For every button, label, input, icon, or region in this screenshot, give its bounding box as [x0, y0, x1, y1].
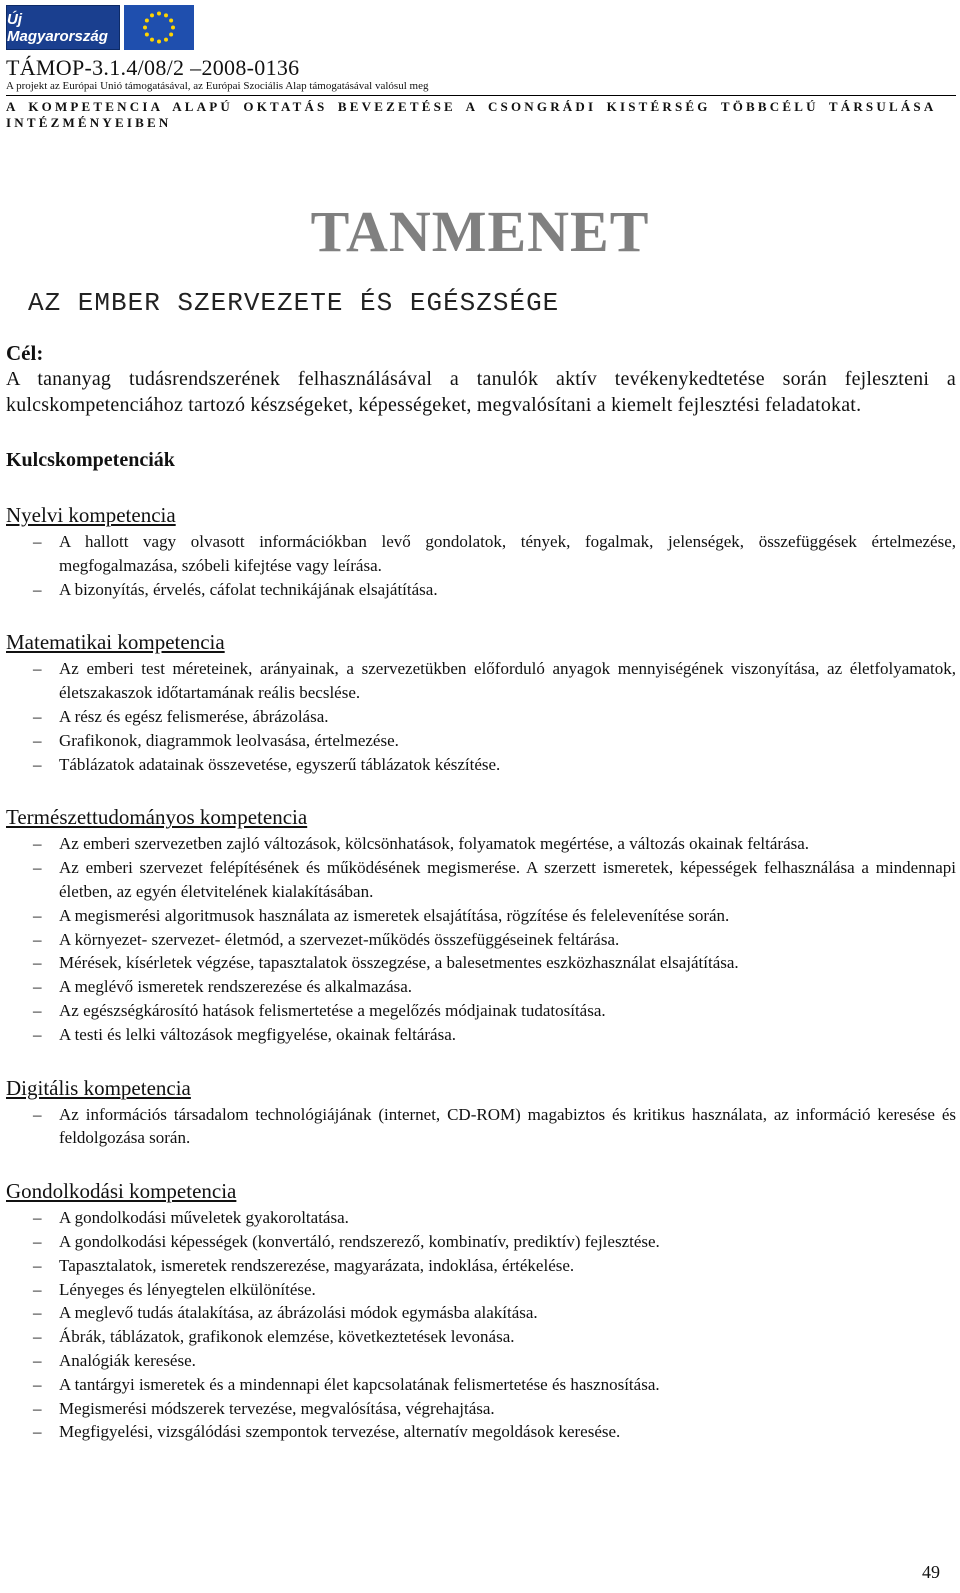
list-item: – A megismerési algoritmusok használata az ismeretek elsajátítása, rögzítése és felelevenítése során. — [6, 904, 956, 928]
key-competences-heading: Kulcskompetenciák — [6, 449, 175, 471]
competence-section — [6, 1178, 956, 1444]
competence-section — [6, 629, 956, 776]
competence-section-title: Gondolkodási kompetencia — [6, 1179, 237, 1204]
competence-list — [6, 530, 956, 601]
competence-section-title: Digitális kompetencia — [6, 1075, 191, 1100]
competence-section — [6, 1075, 956, 1151]
competence-list — [6, 657, 956, 776]
list-item: – Mérések, kísérletek végzése, tapasztalatok összegzése, a balesetmentes eszközhasználat elsajátítása. — [6, 951, 956, 975]
eu-star-icon — [157, 12, 161, 16]
competence-list — [6, 832, 956, 1046]
eu-flag-logo — [124, 5, 194, 50]
list-item: – Az információs társadalom technológiájának (internet, CD-ROM) magabiztos és kritikus használata, az információ keresése és feldolgozása során. — [6, 1103, 956, 1151]
eu-star-icon — [171, 26, 175, 30]
goal-text: A tananyag tudásrendszerének felhasználásával a tanulók aktív tevékenykedtetése során fejleszteni a kulcskompetenciához tartozó készségeket, képességeket, megvalósítani a kiemelt fejlesztési feladatokat. — [6, 368, 956, 416]
list-item: – A bizonyítás, érvelés, cáfolat technikájának elsajátítása. — [6, 578, 956, 602]
list-item: – Megismerési módszerek tervezése, megvalósítása, végrehajtása. — [6, 1397, 956, 1421]
list-item: – Lényeges és lényegtelen elkülönítése. — [6, 1278, 956, 1302]
list-item: – Grafikonok, diagrammok leolvasása, értelmezése. — [6, 729, 956, 753]
list-item: – A rész és egész felismerése, ábrázolása. — [6, 705, 956, 729]
page-number: 49 — [922, 1562, 940, 1582]
list-item: – A meglevő tudás átalakítása, az ábrázolási módok egymásba alakítása. — [6, 1301, 956, 1325]
list-item: – Megfigyelési, vizsgálódási szempontok tervezése, alternatív megoldások keresése. — [6, 1420, 956, 1444]
list-item: – A testi és lelki változások megfigyelése, okainak feltárása. — [6, 1023, 956, 1047]
goal-label: Cél: — [6, 341, 44, 365]
list-item: – Az emberi szervezet felépítésének és működésének megismerése. A szerzett ismeretek, képességek felhasználása a mindennapi életben, az egyén életvitelének kialakításában. — [6, 856, 956, 904]
list-item: – A meglévő ismeretek rendszerezése és alkalmazása. — [6, 975, 956, 999]
eu-star-icon — [150, 38, 154, 42]
competence-section — [6, 502, 956, 601]
document-body — [6, 340, 956, 1444]
page-header — [6, 5, 956, 131]
competence-sections — [6, 502, 956, 1444]
subject-title: AZ EMBER SZERVEZETE ÉS EGÉSZSÉGE — [28, 288, 560, 318]
competence-section — [6, 804, 956, 1046]
list-item: – Analógiák keresése. — [6, 1349, 956, 1373]
list-item: – Az egészségkárosító hatások felismertetése a megelőzés módjainak tudatosítása. — [6, 999, 956, 1023]
logo-strip — [6, 5, 956, 50]
eu-star-icon — [169, 19, 173, 23]
eu-stars-icon — [124, 5, 194, 50]
eu-star-icon — [164, 38, 168, 42]
list-item: – A tantárgyi ismeretek és a mindennapi élet kapcsolatának felismertetése és hasznosítása. — [6, 1373, 956, 1397]
project-subtitle: A projekt az Európai Unió támogatásával, az Európai Szociális Alap támogatásával valósul meg — [6, 80, 429, 92]
eu-star-icon — [145, 33, 149, 37]
competence-list — [6, 1103, 956, 1151]
eu-star-icon — [157, 40, 161, 44]
competence-section-title: Matematikai kompetencia — [6, 630, 225, 655]
competence-section-title: Természettudományos kompetencia — [6, 805, 308, 830]
uj-magyarorszag-logo: Új Magyarország — [6, 5, 120, 50]
competence-section-title: Nyelvi kompetencia — [6, 503, 176, 527]
eu-star-icon — [145, 19, 149, 23]
list-item: – Táblázatok adatainak összevetése, egyszerű táblázatok készítése. — [6, 753, 956, 777]
eu-star-icon — [164, 13, 168, 17]
project-title: A KOMPETENCIA ALAPÚ OKTATÁS BEVEZETÉSE A CSONGRÁDI KISTÉRSÉG TÖBBCÉLÚ TÁRSULÁSA INTÉZMÉNYEIBEN — [6, 99, 936, 130]
list-item: – Az emberi test méreteinek, arányainak, a szervezetükben előforduló anyagok mennyiségének viszonyítása, az életfolyamatok, életszakaszok időtartamának reális becslése. — [6, 657, 956, 705]
list-item: – A gondolkodási képességek (konvertáló, rendszerező, kombinatív, prediktív) fejlesztése. — [6, 1230, 956, 1254]
project-code: TÁMOP-3.1.4/08/2 –2008-0136 — [6, 55, 300, 80]
document-title: TANMENET — [310, 199, 650, 264]
list-item: – A környezet- szervezet- életmód, a szervezet-működés összefüggéseinek feltárása. — [6, 928, 956, 952]
competence-list — [6, 1206, 956, 1444]
eu-star-icon — [169, 33, 173, 37]
list-item: – Tapasztalatok, ismeretek rendszerezése, magyarázata, indoklása, értékelése. — [6, 1254, 956, 1278]
list-item: – A hallott vagy olvasott információkban levő gondolatok, tények, fogalmak, jelenségek, összefüggések értelmezése, megfogalmazása, szóbeli kifejtése vagy leírása. — [6, 530, 956, 578]
eu-star-icon — [143, 26, 147, 30]
list-item: – Ábrák, táblázatok, grafikonok elemzése, következtetések levonása. — [6, 1325, 956, 1349]
list-item: – Az emberi szervezetben zajló változások, kölcsönhatások, folyamatok megértése, a változás okainak feltárása. — [6, 832, 956, 856]
eu-star-icon — [150, 13, 154, 17]
list-item: – A gondolkodási műveletek gyakoroltatása. — [6, 1206, 956, 1230]
header-rule — [6, 95, 956, 96]
